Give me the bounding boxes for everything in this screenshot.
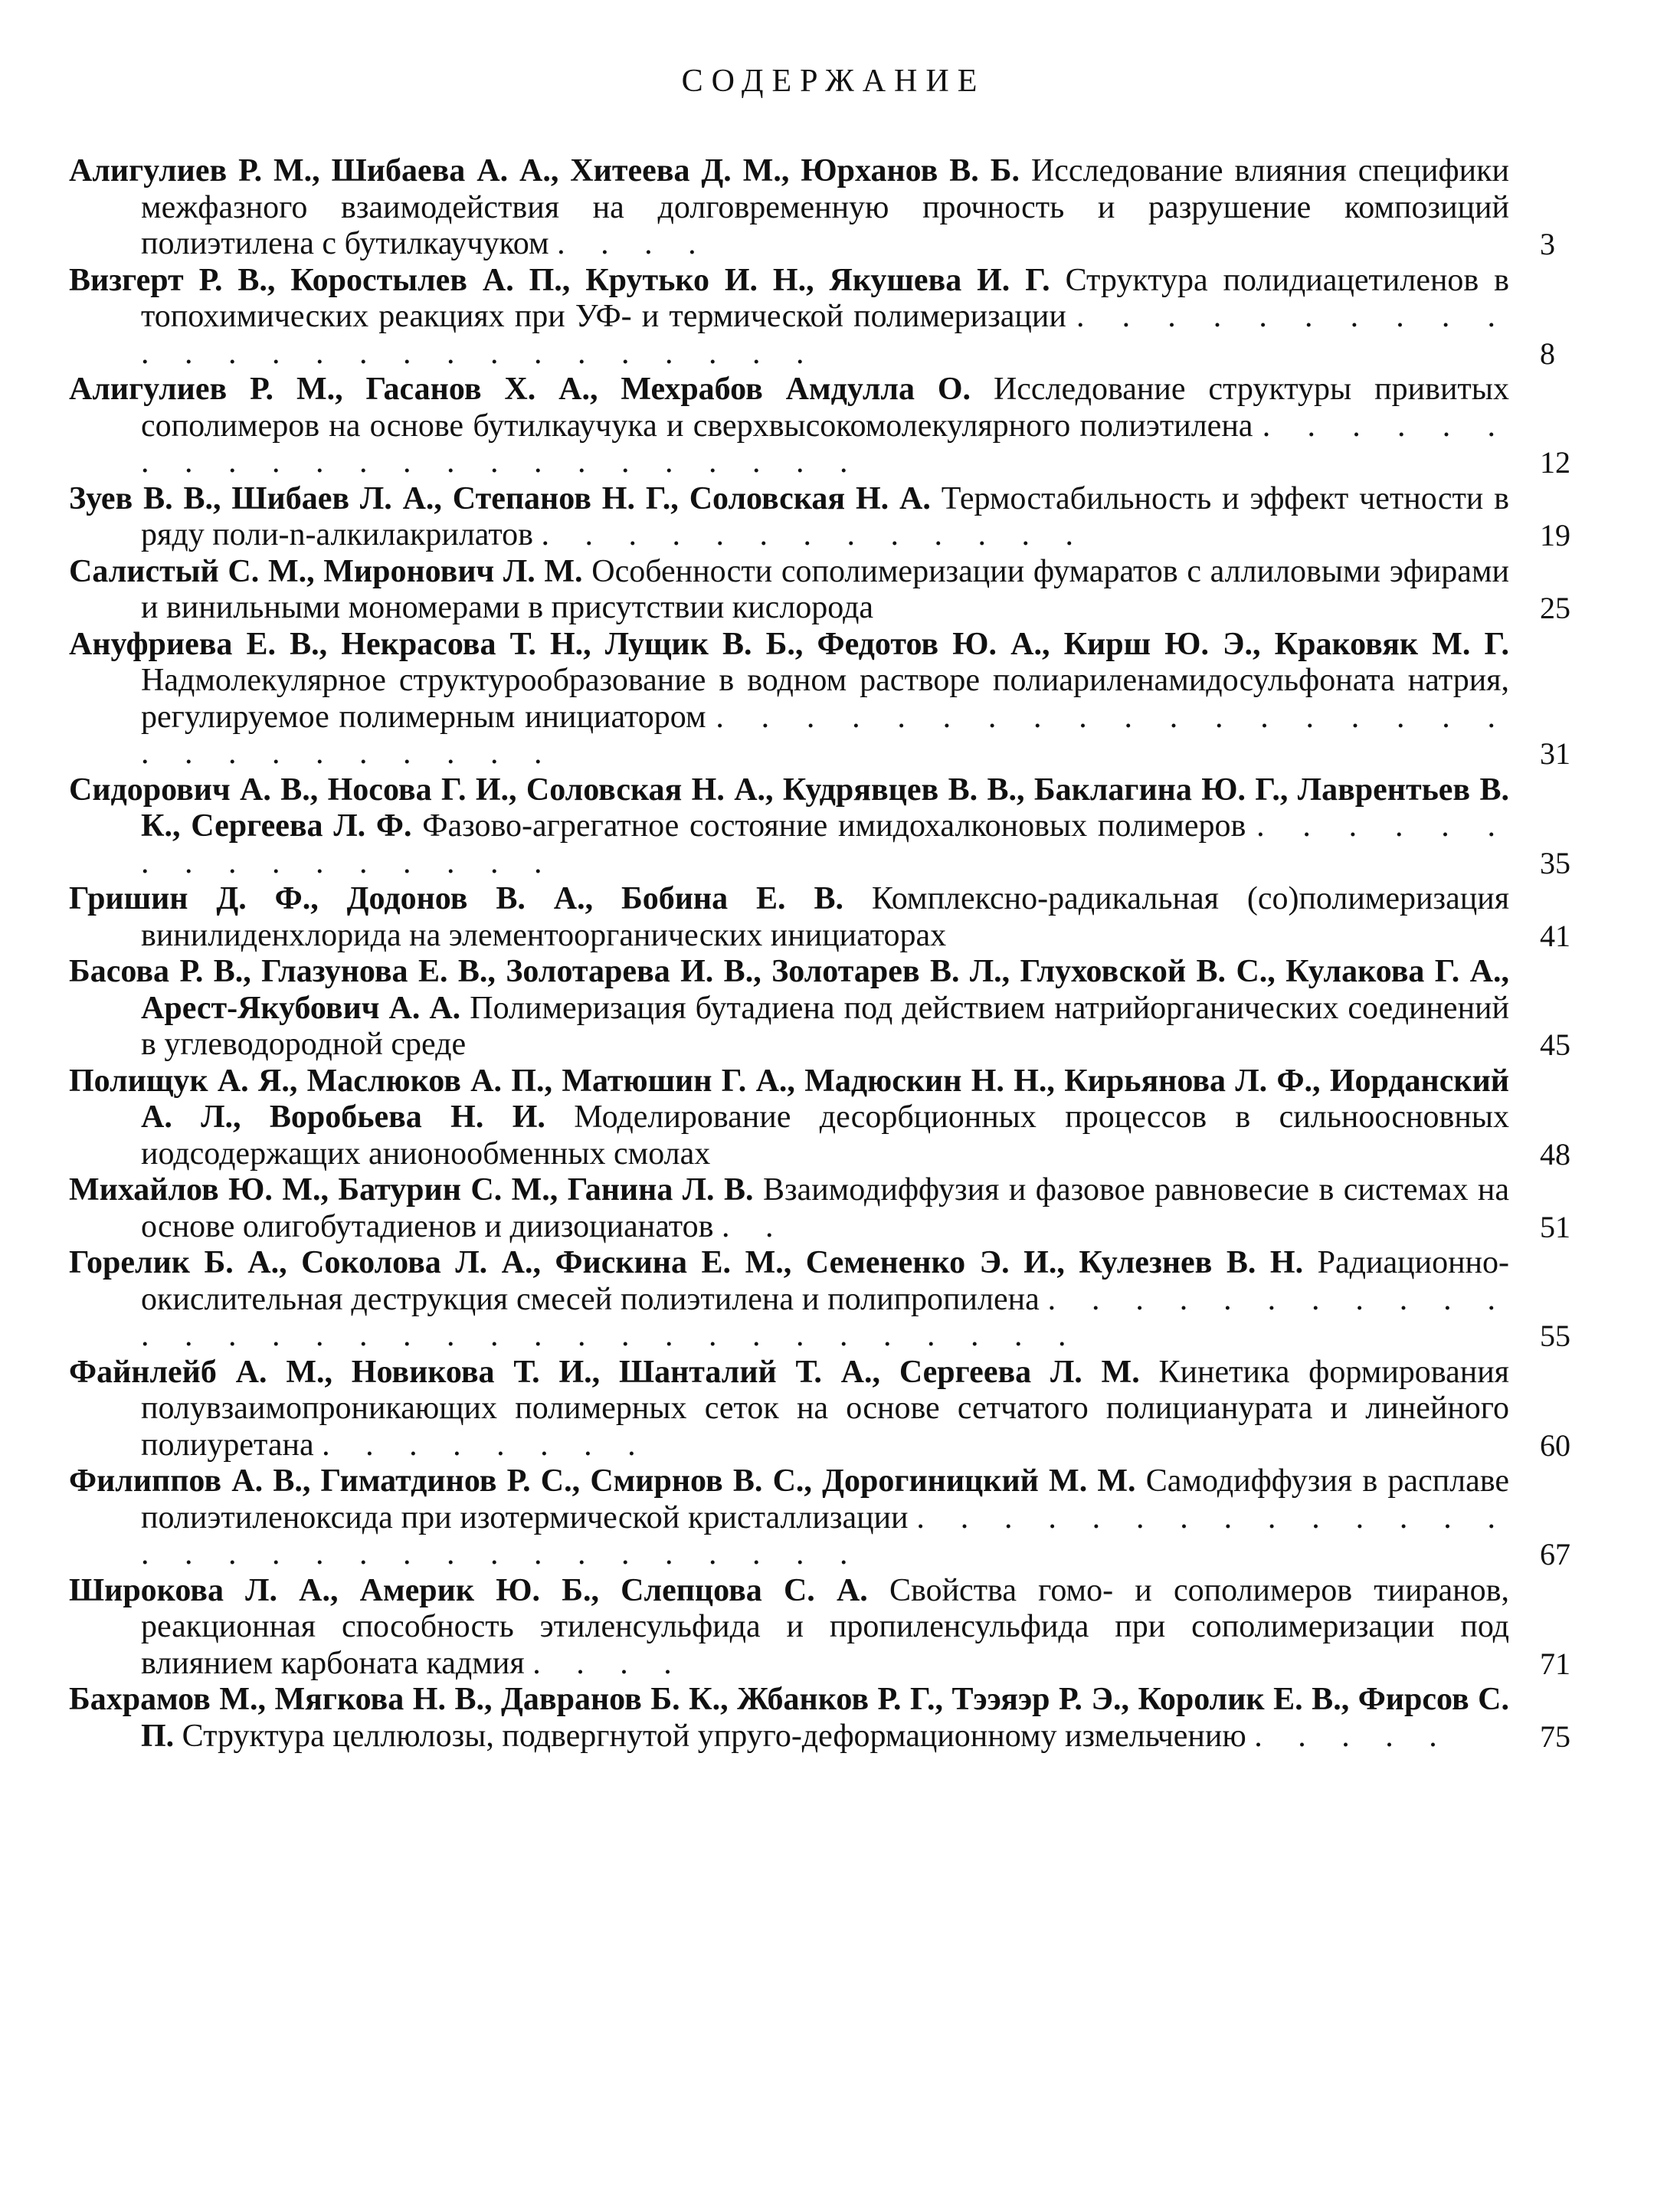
- table-of-contents: [69, 153, 1609, 1755]
- entry-page-number: 12: [1540, 445, 1570, 480]
- leader-dots: . . . . . . . . . . . . . . . . . . . . . . . . . . . . . . .: [141, 1499, 1510, 1571]
- entry-title: Кинетика формирования полувзаимопроникающих полимерных сеток на основе сетчатого полицианурата и линейного полиуретана: [141, 1354, 1509, 1463]
- entry-authors: Ануфриева Е. В., Некрасова Т. Н., Лущик В. Б., Федотов Ю. А., Кирш Ю. Э., Краковяк М. Г.: [69, 626, 1509, 662]
- toc-entry: [69, 372, 1609, 481]
- leader-dots: . . . . . . . .: [322, 1427, 650, 1463]
- toc-entry: [69, 263, 1609, 372]
- entry-authors: Визгерт Р. В., Коростылев А. П., Крутько И. Н., Якушева И. Г.: [69, 262, 1050, 298]
- entry-page-number: 67: [1540, 1537, 1570, 1571]
- entry-page-number: 45: [1540, 1027, 1570, 1062]
- entry-page-number: 60: [1540, 1427, 1570, 1463]
- entry-authors: Полищук А. Я., Маслюков А. П., Матюшин Г. А., Мадюскин Н. Н., Кирьянова Л. Ф., Иорданский А. Л., Воробьева Н. И.: [69, 1063, 1509, 1135]
- entry-title: Исследование влияния специфики межфазного взаимодействия на долговременную прочность и разрушение композиций полиэтилена с бутилкаучуком: [141, 153, 1510, 261]
- entry-authors: Зуев В. В., Шибаев Л. А., Степанов Н. Г., Соловская Н. А.: [69, 480, 931, 516]
- toc-entry: [69, 627, 1609, 772]
- entry-page-number: 25: [1540, 591, 1570, 625]
- entry-page-number: 75: [1540, 1719, 1570, 1754]
- entry-page-number: 41: [1540, 918, 1570, 953]
- entry-title: Радиационно-окислительная деструкция смесей полиэтилена и полипропилена: [141, 1245, 1510, 1317]
- entry-authors: Басова Р. В., Глазунова Е. В., Золотарева И. В., Золотарев В. Л., Глуховской В. С., Кулакова Г. А., Арест-Якубович А. А.: [69, 954, 1509, 1026]
- entry-title: Свойства гомо- и сополимеров тииранов, реакционная способность этиленсульфида и пропиленсульфида при сополимеризации под влиянием карбоната кадмия: [141, 1572, 1509, 1681]
- entry-title: Взаимодиффузия и фазовое равновесие в системах на основе олигобутадиенов и диизоцианатов: [141, 1172, 1510, 1244]
- entry-authors: Бахрамов М., Мягкова Н. В., Давранов Б. К., Жбанков Р. Г., Тээяэр Р. Э., Королик Е. В., Фирсов С. П.: [69, 1682, 1509, 1754]
- leader-dots: . . . . . . . . . . . . . . . . . . . . . . . . . . . . . . . . .: [141, 1281, 1510, 1353]
- entry-authors: Салистый С. М., Миронович Л. М.: [69, 553, 583, 589]
- entry-title: Структура полидиацетиленов в топохимических реакциях при УФ- и термической полимеризации: [141, 262, 1510, 334]
- entry-title: Моделирование десорбционных процессов в сильноосновных иодсодержащих анионообменных смолах: [141, 1099, 1510, 1172]
- toc-entry: [69, 1355, 1609, 1464]
- leader-dots: . . . .: [557, 226, 710, 261]
- entry-authors: Сидорович А. В., Носова Г. И., Соловская Н. А., Кудрявцев В. В., Баклагина Ю. Г., Лаврентьев В. К., Сергеева Л. Ф.: [69, 772, 1509, 844]
- leader-dots: . . . . . . . . . . . . . . . . . . . . . . . . . .: [141, 299, 1510, 371]
- leader-dots: . . . . . . . . . . . . . . . . . . . . . . . . . . . .: [141, 699, 1510, 771]
- toc-entry: [69, 1063, 1609, 1173]
- entry-page-number: 19: [1540, 518, 1570, 552]
- toc-entry: [69, 1573, 1609, 1683]
- entry-title: Особенности сополимеризации фумаратов с аллиловыми эфирами и винильными мономерами в присутствии кислорода: [141, 553, 1510, 625]
- toc-entry: [69, 1172, 1609, 1245]
- entry-page-number: 51: [1540, 1209, 1570, 1244]
- entry-page-number: 35: [1540, 845, 1570, 880]
- toc-entry: [69, 1463, 1609, 1573]
- entry-authors: Гришин Д. Ф., Додонов В. А., Бобина Е. В.: [69, 881, 843, 916]
- toc-entry: [69, 881, 1609, 954]
- entry-authors: Алигулиев Р. М., Гасанов Х. А., Мехрабов Амдулла О.: [69, 372, 971, 407]
- toc-entry: [69, 153, 1609, 263]
- entry-title: Структура целлюлозы, подвергнутой упруго-деформационному измельчению: [182, 1718, 1246, 1754]
- entry-authors: Горелик Б. А., Соколова Л. А., Фискина Е. М., Семененко Э. И., Кулезнев В. Н.: [69, 1245, 1304, 1280]
- toc-entry: [69, 772, 1609, 882]
- entry-title: Комплексно-радикальная (со)полимеризация винилиденхлорида на элементоорганических инициаторах: [141, 881, 1510, 953]
- entry-page-number: 48: [1540, 1136, 1570, 1172]
- toc-entry: [69, 554, 1609, 627]
- leader-dots: . . . .: [532, 1645, 686, 1681]
- entry-title: Полимеризация бутадиена под действием натрийорганических соединений в углеводородной среде: [141, 990, 1509, 1062]
- entry-authors: Широкова Л. А., Америк Ю. Б., Слепцова С. А.: [69, 1572, 868, 1608]
- entry-title: Фазово-агрегатное состояние имидохалконовых полимеров: [422, 808, 1246, 844]
- entry-authors: Михайлов Ю. М., Батурин С. М., Ганина Л. В.: [69, 1172, 754, 1208]
- entry-page-number: 55: [1540, 1319, 1570, 1353]
- toc-entry: [69, 1245, 1609, 1355]
- entry-title: Надмолекулярное структурообразование в водном растворе полиариленамидосульфоната натрия, регулируемое полимерным инициатором: [141, 663, 1509, 735]
- entry-authors: Алигулиев Р. М., Шибаева А. А., Хитеева Д. М., Юрханов В. Б.: [69, 153, 1020, 188]
- entry-authors: Филиппов А. В., Гиматдинов Р. С., Смирнов В. С., Дорогиницкий М. М.: [69, 1463, 1136, 1499]
- toc-entry: [69, 1682, 1609, 1755]
- entry-title: Самодиффузия в расплаве полиэтиленоксида при изотермической кристаллизации: [141, 1463, 1510, 1535]
- entry-page-number: 71: [1540, 1646, 1570, 1681]
- leader-dots: . . . . . . . . . . . . . . . .: [141, 808, 1510, 880]
- entry-title: Исследование структуры привитых сополимеров на основе бутилкаучука и сверхвысокомолекулярного полиэтилена: [141, 372, 1509, 444]
- entry-page-number: 31: [1540, 736, 1570, 771]
- toc-entry: [69, 481, 1609, 554]
- page-heading: СОДЕРЖАНИЕ: [681, 64, 986, 99]
- leader-dots: . . . . .: [1254, 1718, 1451, 1754]
- leader-dots: . .: [721, 1208, 788, 1244]
- entry-page-number: 3: [1540, 227, 1555, 261]
- leader-dots: . . . . . . . . . . . . .: [541, 517, 1087, 552]
- entry-title: Термостабильность и эффект четности в ряду поли-n-алкилакрилатов: [141, 480, 1509, 552]
- entry-authors: Файнлейб А. М., Новикова Т. И., Шанталий Т. А., Сергеева Л. М.: [69, 1354, 1140, 1390]
- toc-entry: [69, 954, 1609, 1063]
- leader-dots: . . . . . . . . . . . . . . . . . . . . . . .: [141, 408, 1510, 480]
- entry-page-number: 8: [1540, 336, 1555, 371]
